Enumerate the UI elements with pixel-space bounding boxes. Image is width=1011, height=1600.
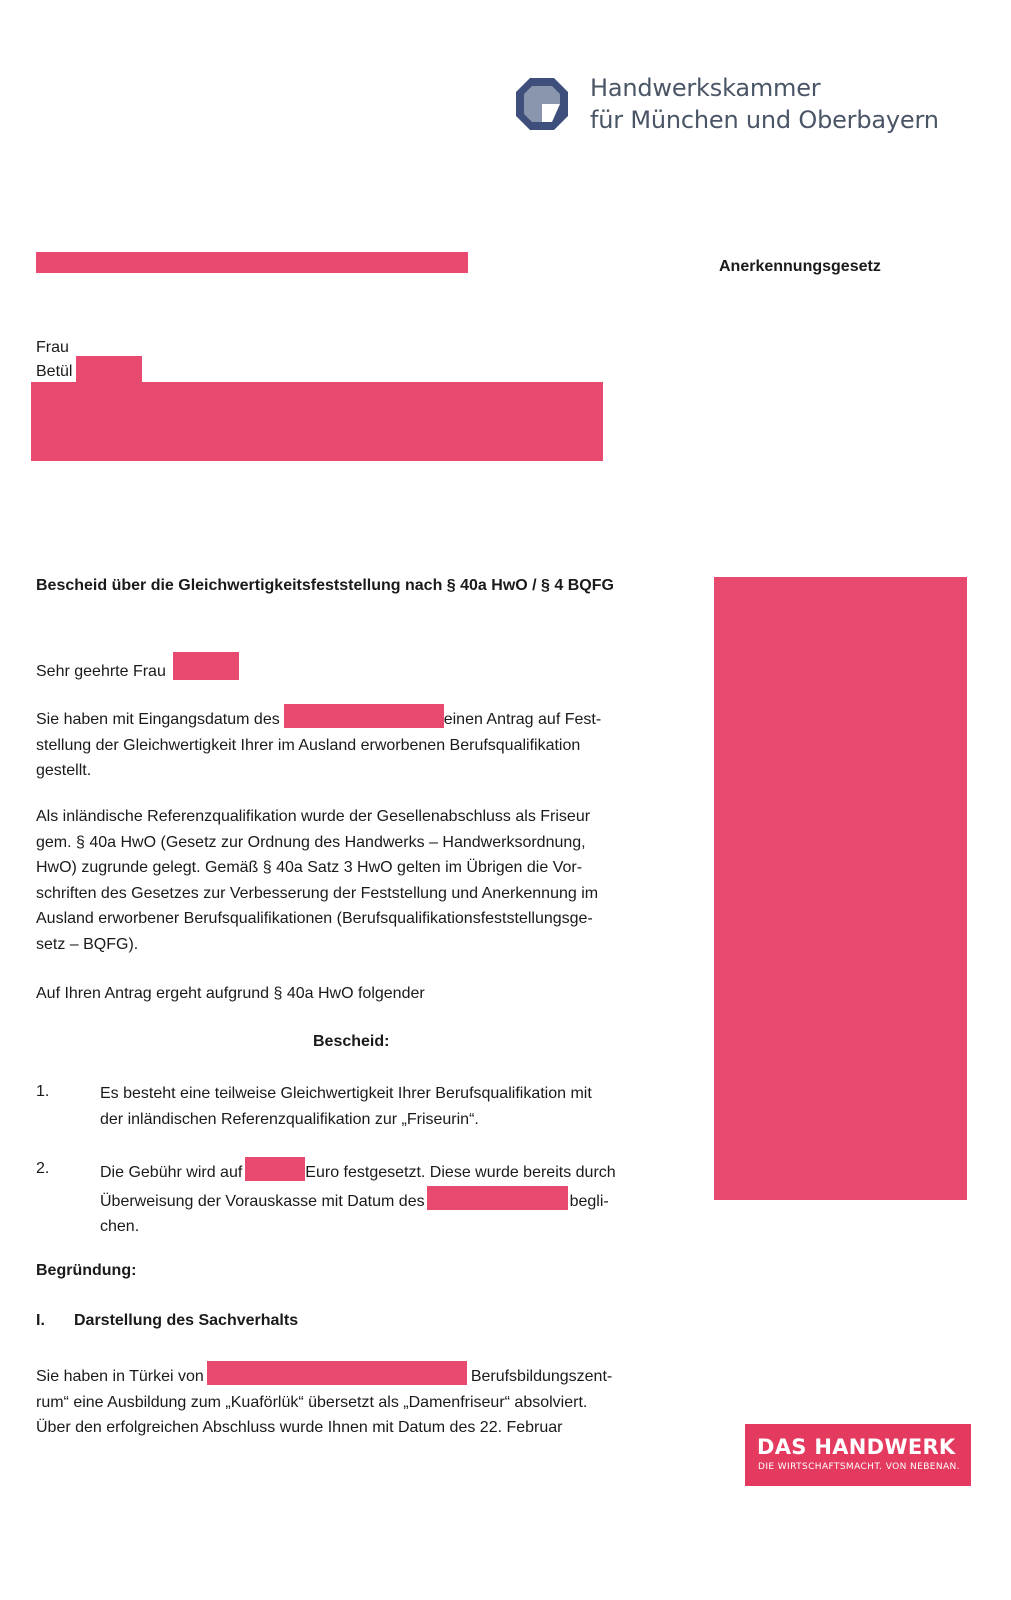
p4-line3: Über den erfolgreichen Abschluss wurde Ihnen mit Datum des 22. Februar xyxy=(36,1419,563,1436)
chamber-logo xyxy=(514,76,570,132)
org-name xyxy=(590,72,939,136)
redacted-address xyxy=(31,382,603,461)
item2-part-b: Euro festgesetzt. Diese wurde bereits durch xyxy=(305,1164,616,1181)
p1-line3: gestellt. xyxy=(36,762,92,779)
law-label: Anerkennungsgesetz xyxy=(719,258,881,275)
org-name-line1: Handwerkskammer xyxy=(590,74,821,102)
item2-part-a: Die Gebühr wird auf xyxy=(100,1164,243,1181)
item2-text xyxy=(100,1157,690,1240)
redacted-receipt-date xyxy=(284,704,444,728)
item1-number: 1. xyxy=(36,1083,50,1100)
item2-line2 xyxy=(100,1186,690,1215)
p1-part-a: Sie haben mit Eingangsdatum des xyxy=(36,711,280,728)
greeting-text: Sehr geehrte Frau xyxy=(36,663,166,680)
item2-part-c: Überweisung der Vorauskasse mit Datum des xyxy=(100,1192,425,1210)
item2-part-d: begli- xyxy=(569,1192,609,1210)
org-name-line2: für München und Oberbayern xyxy=(590,106,939,134)
p1-line2: stellung der Gleichwertigkeit Ihrer im Ausland erworbenen Berufsqualifikation xyxy=(36,736,581,754)
item1-text xyxy=(100,1081,690,1132)
paragraph-application xyxy=(36,704,686,784)
section1-number: I. xyxy=(36,1312,45,1329)
p2-line: Ausland erworbener Berufsqualifikationen (Berufsqualifikationsfeststellungsge- xyxy=(36,910,593,927)
decision-heading: Bescheid: xyxy=(313,1033,390,1050)
p2-line: HwO) zugrunde gelegt. Gemäß § 40a Satz 3 HwO gelten im Übrigen die Vor- xyxy=(36,859,583,876)
item2-line3: chen. xyxy=(100,1218,140,1235)
p4-line2: rum“ eine Ausbildung zum „Kuaförlük“ übersetzt als „Damenfriseur“ absolviert. xyxy=(36,1393,588,1411)
section1-title: Darstellung des Sachverhalts xyxy=(74,1312,299,1329)
p2-line: setz – BQFG). xyxy=(36,935,139,953)
redacted-greeting-name xyxy=(173,652,239,680)
subject-line: Bescheid über die Gleichwertigkeitsfeststellung nach § 40a HwO / § 4 BQFG xyxy=(36,577,614,594)
badge-sub-text: DIE WIRTSCHAFTSMACHT. VON NEBENAN. xyxy=(758,1462,960,1472)
address-name: Betül xyxy=(36,363,73,380)
redacted-fee xyxy=(245,1157,305,1181)
chamber-logo-icon xyxy=(514,76,570,132)
p4-part-a: Sie haben in Türkei von xyxy=(36,1368,204,1385)
reasons-heading: Begründung: xyxy=(36,1262,137,1279)
address-salutation: Frau xyxy=(36,339,69,356)
item2-line1 xyxy=(100,1157,690,1186)
item2-number: 2. xyxy=(36,1160,50,1177)
p4-part-b: Berufsbildungszent- xyxy=(470,1368,613,1385)
redacted-side-panel xyxy=(714,577,967,1200)
redacted-sender-line xyxy=(36,252,468,273)
p2-line: Als inländische Referenzqualifikation wurde der Gesellenabschluss als Friseur xyxy=(36,808,591,825)
redacted-surname xyxy=(76,356,142,384)
item1-line1: Es besteht eine teilweise Gleichwertigkeit Ihrer Berufsqualifikation mit xyxy=(100,1085,592,1102)
redacted-institution xyxy=(207,1361,467,1385)
paragraph-intro-decision: Auf Ihren Antrag ergeht aufgrund § 40a HwO folgender xyxy=(36,985,425,1002)
p1-part-b: einen Antrag auf Fest- xyxy=(443,711,602,728)
paragraph-application-line1 xyxy=(36,704,686,733)
p2-line: gem. § 40a HwO (Gesetz zur Ordnung des Handwerks – Handwerksordnung, xyxy=(36,833,586,851)
das-handwerk-badge xyxy=(745,1424,971,1486)
p4-line1 xyxy=(36,1361,696,1390)
paragraph-facts xyxy=(36,1361,696,1441)
item1-line2: der inländischen Referenzqualifikation zur „Friseurin“. xyxy=(100,1110,479,1128)
redacted-payment-date xyxy=(427,1186,568,1210)
paragraph-reference xyxy=(36,804,686,957)
greeting xyxy=(36,652,239,685)
p2-line: schriften des Gesetzes zur Verbesserung der Feststellung und Anerkennung im xyxy=(36,884,599,902)
badge-main-text: DAS HANDWERK xyxy=(757,1435,956,1459)
